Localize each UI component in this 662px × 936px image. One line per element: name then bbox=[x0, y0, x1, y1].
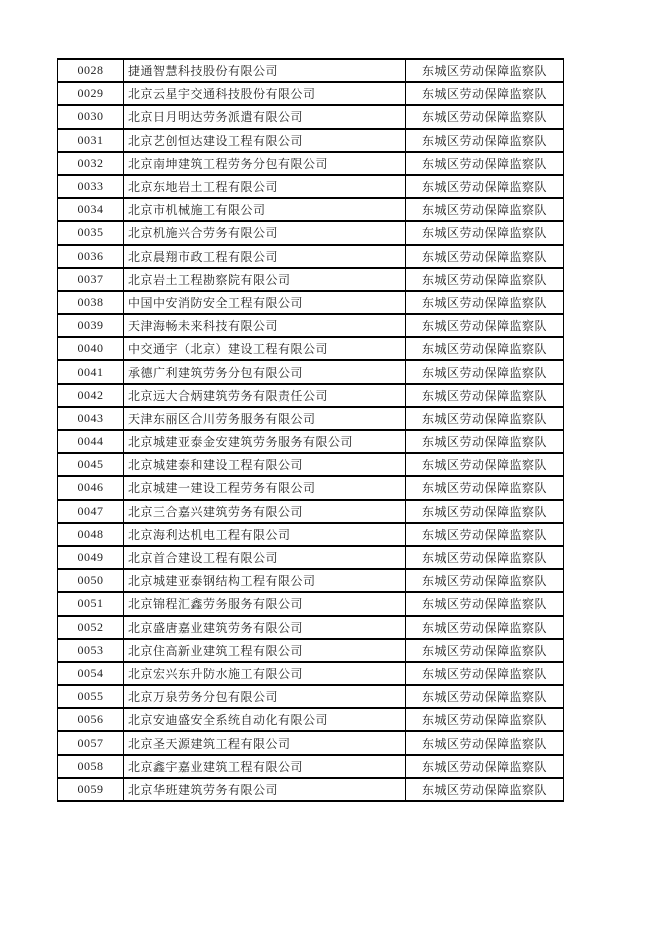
serial-number-cell: 0036 bbox=[58, 245, 124, 268]
agency-name-cell: 东城区劳动保障监察队 bbox=[406, 500, 564, 523]
serial-number-cell: 0042 bbox=[58, 384, 124, 407]
serial-number-cell: 0056 bbox=[58, 708, 124, 731]
serial-number-cell: 0054 bbox=[58, 662, 124, 685]
serial-number-cell: 0038 bbox=[58, 291, 124, 314]
agency-name-cell: 东城区劳动保障监察队 bbox=[406, 755, 564, 778]
company-name-cell: 北京南坤建筑工程劳务分包有限公司 bbox=[124, 152, 406, 175]
agency-name-cell: 东城区劳动保障监察队 bbox=[406, 616, 564, 639]
agency-name-cell: 东城区劳动保障监察队 bbox=[406, 360, 564, 383]
serial-number-cell: 0046 bbox=[58, 476, 124, 499]
company-name-cell: 承德广利建筑劳务分包有限公司 bbox=[124, 360, 406, 383]
table-row bbox=[58, 407, 564, 430]
agency-name-cell: 东城区劳动保障监察队 bbox=[406, 569, 564, 592]
company-name-cell: 北京万泉劳务分包有限公司 bbox=[124, 685, 406, 708]
table-row bbox=[58, 314, 564, 337]
table-row bbox=[58, 105, 564, 128]
serial-number-cell: 0052 bbox=[58, 616, 124, 639]
agency-name-cell: 东城区劳动保障监察队 bbox=[406, 129, 564, 152]
table-row bbox=[58, 662, 564, 685]
agency-name-cell: 东城区劳动保障监察队 bbox=[406, 708, 564, 731]
agency-name-cell: 东城区劳动保障监察队 bbox=[406, 731, 564, 754]
table-row bbox=[58, 152, 564, 175]
serial-number-cell: 0031 bbox=[58, 129, 124, 152]
company-name-cell: 捷通智慧科技股份有限公司 bbox=[124, 59, 406, 82]
serial-number-cell: 0049 bbox=[58, 546, 124, 569]
table-row bbox=[58, 685, 564, 708]
table-row bbox=[58, 453, 564, 476]
agency-name-cell: 东城区劳动保障监察队 bbox=[406, 662, 564, 685]
company-name-cell: 北京圣天源建筑工程有限公司 bbox=[124, 731, 406, 754]
serial-number-cell: 0035 bbox=[58, 221, 124, 244]
table-row bbox=[58, 175, 564, 198]
table-row bbox=[58, 198, 564, 221]
serial-number-cell: 0030 bbox=[58, 105, 124, 128]
agency-name-cell: 东城区劳动保障监察队 bbox=[406, 245, 564, 268]
agency-name-cell: 东城区劳动保障监察队 bbox=[406, 685, 564, 708]
company-name-cell: 北京岩土工程勘察院有限公司 bbox=[124, 268, 406, 291]
table-row bbox=[58, 82, 564, 105]
company-name-cell: 北京城建泰和建设工程有限公司 bbox=[124, 453, 406, 476]
serial-number-cell: 0048 bbox=[58, 523, 124, 546]
agency-name-cell: 东城区劳动保障监察队 bbox=[406, 384, 564, 407]
serial-number-cell: 0057 bbox=[58, 731, 124, 754]
agency-name-cell: 东城区劳动保障监察队 bbox=[406, 476, 564, 499]
agency-name-cell: 东城区劳动保障监察队 bbox=[406, 198, 564, 221]
table-row bbox=[58, 778, 564, 801]
serial-number-cell: 0032 bbox=[58, 152, 124, 175]
company-name-cell: 北京艺创恒达建设工程有限公司 bbox=[124, 129, 406, 152]
company-name-cell: 北京首合建设工程有限公司 bbox=[124, 546, 406, 569]
company-name-cell: 北京城建亚泰钢结构工程有限公司 bbox=[124, 569, 406, 592]
table-row bbox=[58, 59, 564, 82]
agency-name-cell: 东城区劳动保障监察队 bbox=[406, 778, 564, 801]
company-name-cell: 天津海畅未来科技有限公司 bbox=[124, 314, 406, 337]
agency-name-cell: 东城区劳动保障监察队 bbox=[406, 453, 564, 476]
agency-name-cell: 东城区劳动保障监察队 bbox=[406, 82, 564, 105]
company-name-cell: 北京海利达机电工程有限公司 bbox=[124, 523, 406, 546]
table-row bbox=[58, 337, 564, 360]
company-name-cell: 北京晨翔市政工程有限公司 bbox=[124, 245, 406, 268]
table-row bbox=[58, 639, 564, 662]
company-name-cell: 北京市机械施工有限公司 bbox=[124, 198, 406, 221]
serial-number-cell: 0058 bbox=[58, 755, 124, 778]
agency-name-cell: 东城区劳动保障监察队 bbox=[406, 337, 564, 360]
serial-number-cell: 0040 bbox=[58, 337, 124, 360]
agency-name-cell: 东城区劳动保障监察队 bbox=[406, 523, 564, 546]
table-row bbox=[58, 708, 564, 731]
company-name-cell: 北京远大合炳建筑劳务有限责任公司 bbox=[124, 384, 406, 407]
table-row bbox=[58, 523, 564, 546]
table-row bbox=[58, 476, 564, 499]
agency-name-cell: 东城区劳动保障监察队 bbox=[406, 314, 564, 337]
company-name-cell: 中交通宇（北京）建设工程有限公司 bbox=[124, 337, 406, 360]
table-row bbox=[58, 129, 564, 152]
agency-name-cell: 东城区劳动保障监察队 bbox=[406, 152, 564, 175]
company-name-cell: 北京盛唐嘉业建筑劳务有限公司 bbox=[124, 616, 406, 639]
company-name-cell: 北京华班建筑劳务有限公司 bbox=[124, 778, 406, 801]
company-name-cell: 北京东地岩土工程有限公司 bbox=[124, 175, 406, 198]
serial-number-cell: 0029 bbox=[58, 82, 124, 105]
serial-number-cell: 0055 bbox=[58, 685, 124, 708]
table-row bbox=[58, 268, 564, 291]
agency-name-cell: 东城区劳动保障监察队 bbox=[406, 268, 564, 291]
table-row bbox=[58, 616, 564, 639]
company-name-cell: 北京三合嘉兴建筑劳务有限公司 bbox=[124, 500, 406, 523]
serial-number-cell: 0050 bbox=[58, 569, 124, 592]
serial-number-cell: 0033 bbox=[58, 175, 124, 198]
roster-table-body bbox=[58, 59, 564, 801]
agency-name-cell: 东城区劳动保障监察队 bbox=[406, 175, 564, 198]
serial-number-cell: 0053 bbox=[58, 639, 124, 662]
serial-number-cell: 0028 bbox=[58, 59, 124, 82]
serial-number-cell: 0059 bbox=[58, 778, 124, 801]
table-row bbox=[58, 430, 564, 453]
company-name-cell: 中国中安消防安全工程有限公司 bbox=[124, 291, 406, 314]
serial-number-cell: 0045 bbox=[58, 453, 124, 476]
agency-name-cell: 东城区劳动保障监察队 bbox=[406, 639, 564, 662]
company-roster-table bbox=[57, 58, 564, 802]
agency-name-cell: 东城区劳动保障监察队 bbox=[406, 105, 564, 128]
table-row bbox=[58, 569, 564, 592]
serial-number-cell: 0039 bbox=[58, 314, 124, 337]
company-name-cell: 北京鑫宇嘉业建筑工程有限公司 bbox=[124, 755, 406, 778]
company-name-cell: 北京锦程汇鑫劳务服务有限公司 bbox=[124, 592, 406, 615]
company-name-cell: 北京宏兴东升防水施工有限公司 bbox=[124, 662, 406, 685]
company-name-cell: 北京云星宇交通科技股份有限公司 bbox=[124, 82, 406, 105]
table-row bbox=[58, 384, 564, 407]
serial-number-cell: 0044 bbox=[58, 430, 124, 453]
company-name-cell: 北京安迪盛安全系统自动化有限公司 bbox=[124, 708, 406, 731]
serial-number-cell: 0034 bbox=[58, 198, 124, 221]
agency-name-cell: 东城区劳动保障监察队 bbox=[406, 546, 564, 569]
company-name-cell: 天津东丽区合川劳务服务有限公司 bbox=[124, 407, 406, 430]
company-name-cell: 北京日月明达劳务派遣有限公司 bbox=[124, 105, 406, 128]
table-row bbox=[58, 245, 564, 268]
table-row bbox=[58, 592, 564, 615]
agency-name-cell: 东城区劳动保障监察队 bbox=[406, 291, 564, 314]
serial-number-cell: 0047 bbox=[58, 500, 124, 523]
serial-number-cell: 0051 bbox=[58, 592, 124, 615]
agency-name-cell: 东城区劳动保障监察队 bbox=[406, 59, 564, 82]
company-name-cell: 北京城建亚泰金安建筑劳务服务有限公司 bbox=[124, 430, 406, 453]
agency-name-cell: 东城区劳动保障监察队 bbox=[406, 221, 564, 244]
agency-name-cell: 东城区劳动保障监察队 bbox=[406, 430, 564, 453]
company-name-cell: 北京住高新业建筑工程有限公司 bbox=[124, 639, 406, 662]
table-row bbox=[58, 731, 564, 754]
table-row bbox=[58, 360, 564, 383]
serial-number-cell: 0043 bbox=[58, 407, 124, 430]
agency-name-cell: 东城区劳动保障监察队 bbox=[406, 407, 564, 430]
serial-number-cell: 0041 bbox=[58, 360, 124, 383]
table-row bbox=[58, 221, 564, 244]
table-row bbox=[58, 291, 564, 314]
agency-name-cell: 东城区劳动保障监察队 bbox=[406, 592, 564, 615]
table-row bbox=[58, 546, 564, 569]
company-name-cell: 北京机施兴合劳务有限公司 bbox=[124, 221, 406, 244]
table-row bbox=[58, 500, 564, 523]
table-row bbox=[58, 755, 564, 778]
company-name-cell: 北京城建一建设工程劳务有限公司 bbox=[124, 476, 406, 499]
serial-number-cell: 0037 bbox=[58, 268, 124, 291]
